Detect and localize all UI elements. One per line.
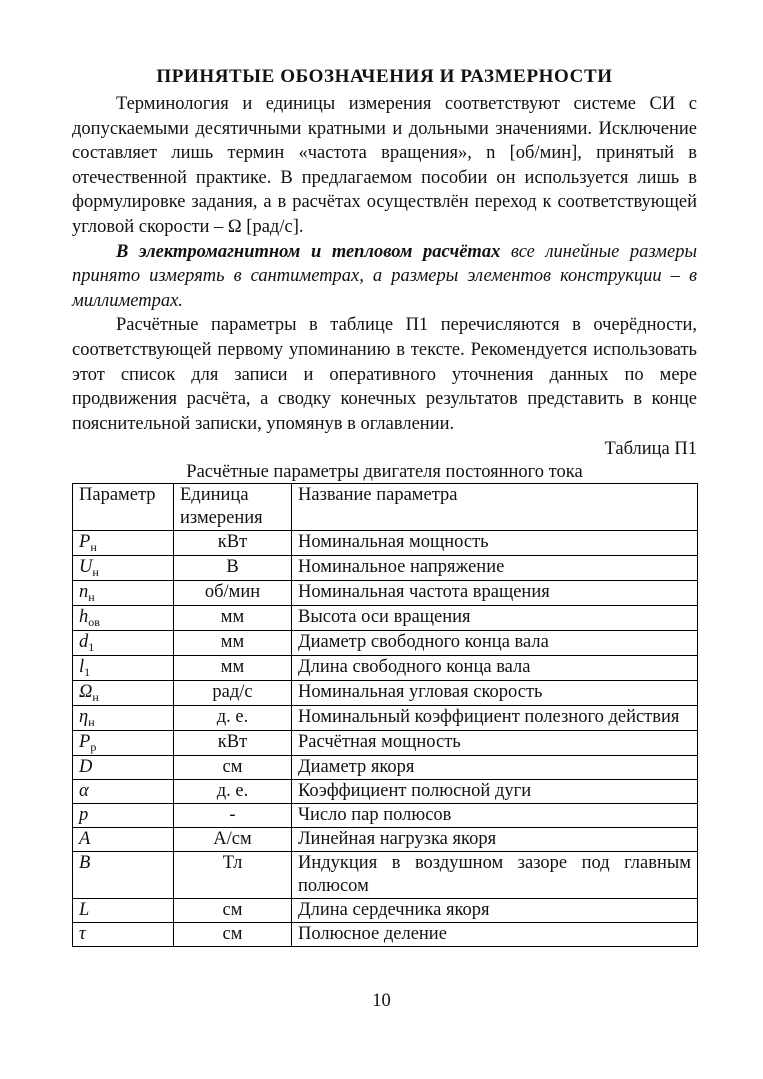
parameter-symbol-cell xyxy=(73,852,174,899)
paragraph-terminology: Терминология и единицы измерения соответствуют системе СИ с допускаемыми десятичными кратными и дольными значениями. Исключение составляет лишь термин «частота вращения», n [об/мин], принятый в отечественной практике. В предлагаемом пособии он используется лишь в формулировке задания, а в расчётах осуществлён переход к соответствующей угловой скорости – Ω [рад/с]. xyxy=(72,94,697,237)
parameter-subscript: р xyxy=(90,740,97,755)
table-row xyxy=(73,852,698,899)
table-title: Расчётные параметры двигателя постоянного тока xyxy=(186,462,583,483)
parameter-subscript: н xyxy=(88,590,95,605)
parameter-name: Номинальный коэффициент полезного действия xyxy=(292,706,698,731)
table-label: Таблица П1 xyxy=(604,439,697,460)
paragraph-units xyxy=(72,240,697,314)
parameter-symbol-cell xyxy=(73,731,174,756)
parameter-symbol: L xyxy=(79,900,90,921)
parameter-symbol-cell xyxy=(73,780,174,804)
table-row xyxy=(73,606,698,631)
table-row xyxy=(73,780,698,804)
parameter-unit: В xyxy=(174,556,292,581)
parameter-unit: мм xyxy=(174,631,292,656)
paragraph-table-usage: Расчётные параметры в таблице П1 перечисляются в очерёдности, соответствующей первому упоминанию в тексте. Рекомендуется использовать этот список для записи и оперативного уточнения данных по мере продвижения расчёта, а сводку конечных результатов представить в конце пояснительной записки, упомянув в оглавлении. xyxy=(72,315,697,434)
parameter-symbol: U xyxy=(79,557,93,578)
parameter-name: Линейная нагрузка якоря xyxy=(292,828,698,852)
parameter-subscript: н xyxy=(88,715,95,730)
table-row xyxy=(73,706,698,731)
parameter-symbol-cell xyxy=(73,828,174,852)
parameter-symbol-cell xyxy=(73,706,174,731)
table-header-row xyxy=(73,484,698,531)
parameter-unit: об/мин xyxy=(174,581,292,606)
page-title: ПРИНЯТЫЕ ОБОЗНАЧЕНИЯ И РАЗМЕРНОСТИ xyxy=(156,66,613,87)
parameter-symbol-cell xyxy=(73,756,174,780)
parameter-name: Длина сердечника якоря xyxy=(292,899,698,923)
parameter-unit: см xyxy=(174,923,292,947)
paragraph-units-text: все линейные размеры принято измерять в сантиметрах, а размеры элементов конструкции – в миллиметрах. xyxy=(72,241,697,311)
table-row xyxy=(73,756,698,780)
table-row xyxy=(73,656,698,681)
table-row xyxy=(73,804,698,828)
parameter-unit: кВт xyxy=(174,731,292,756)
parameter-subscript: ов xyxy=(88,615,100,630)
table-row xyxy=(73,631,698,656)
parameter-symbol-cell xyxy=(73,899,174,923)
parameter-name: Номинальная мощность xyxy=(292,531,698,556)
parameter-symbol-cell xyxy=(73,631,174,656)
parameter-symbol: p xyxy=(79,805,89,826)
table-row xyxy=(73,531,698,556)
parameter-name: Диаметр якоря xyxy=(292,756,698,780)
parameter-unit: мм xyxy=(174,606,292,631)
parameter-name: Номинальное напряжение xyxy=(292,556,698,581)
parameter-name: Коэффициент полюсной дуги xyxy=(292,780,698,804)
parameter-symbol: P xyxy=(79,532,91,553)
parameter-unit: см xyxy=(174,899,292,923)
parameter-unit: д. е. xyxy=(174,780,292,804)
column-header-name: Название параметра xyxy=(292,484,698,531)
table-row xyxy=(73,731,698,756)
parameter-symbol: Ω xyxy=(79,682,93,703)
parameter-symbol-cell xyxy=(73,923,174,947)
page-content xyxy=(72,66,697,947)
parameter-symbol-cell xyxy=(73,681,174,706)
parameter-unit: рад/с xyxy=(174,681,292,706)
table-row xyxy=(73,556,698,581)
table-row xyxy=(73,681,698,706)
parameter-unit: А/см xyxy=(174,828,292,852)
parameter-symbol: B xyxy=(79,853,91,874)
parameter-symbol-cell xyxy=(73,606,174,631)
parameter-subscript: н xyxy=(90,540,97,555)
parameter-symbol: α xyxy=(79,781,89,802)
parameter-name: Номинальная угловая скорость xyxy=(292,681,698,706)
parameter-symbol: P xyxy=(79,732,91,753)
column-header-parameter: Параметр xyxy=(73,484,174,531)
parameter-symbol: h xyxy=(79,607,89,628)
parameter-symbol: η xyxy=(79,707,89,728)
parameter-symbol-cell xyxy=(73,531,174,556)
parameter-symbol: l xyxy=(79,657,85,678)
parameter-symbol: n xyxy=(79,582,89,603)
page-number: 10 xyxy=(372,991,391,1011)
parameter-subscript: н xyxy=(92,690,99,705)
parameter-symbol: A xyxy=(79,829,91,850)
parameter-symbol-cell xyxy=(73,656,174,681)
parameter-unit: Тл xyxy=(174,852,292,899)
column-header-unit: Единица измерения xyxy=(174,484,292,531)
parameter-unit: кВт xyxy=(174,531,292,556)
parameter-subscript: 1 xyxy=(84,665,91,680)
parameter-name: Длина свободного конца вала xyxy=(292,656,698,681)
parameter-name: Расчётная мощность xyxy=(292,731,698,756)
parameters-table xyxy=(72,483,698,947)
parameter-symbol-cell xyxy=(73,804,174,828)
paragraph-units-emphasis: В электромагнитном и тепловом расчётах xyxy=(116,241,501,262)
parameter-unit: д. е. xyxy=(174,706,292,731)
parameter-subscript: н xyxy=(92,565,99,580)
parameter-name: Высота оси вращения xyxy=(292,606,698,631)
table-row xyxy=(73,828,698,852)
parameter-unit: - xyxy=(174,804,292,828)
parameter-symbol: d xyxy=(79,632,89,653)
parameter-symbol-cell xyxy=(73,556,174,581)
parameter-name: Номинальная частота вращения xyxy=(292,581,698,606)
table-row xyxy=(73,581,698,606)
parameter-unit: см xyxy=(174,756,292,780)
parameter-symbol: D xyxy=(79,757,93,778)
parameter-symbol-cell xyxy=(73,581,174,606)
table-row xyxy=(73,923,698,947)
parameter-name: Диаметр свободного конца вала xyxy=(292,631,698,656)
parameter-name: Число пар полюсов xyxy=(292,804,698,828)
parameter-unit: мм xyxy=(174,656,292,681)
parameter-name: Полюсное деление xyxy=(292,923,698,947)
parameter-name: Индукция в воздушном зазоре под главным полюсом xyxy=(292,852,698,899)
parameter-subscript: 1 xyxy=(88,640,95,655)
parameter-symbol: τ xyxy=(79,924,86,945)
table-row xyxy=(73,899,698,923)
